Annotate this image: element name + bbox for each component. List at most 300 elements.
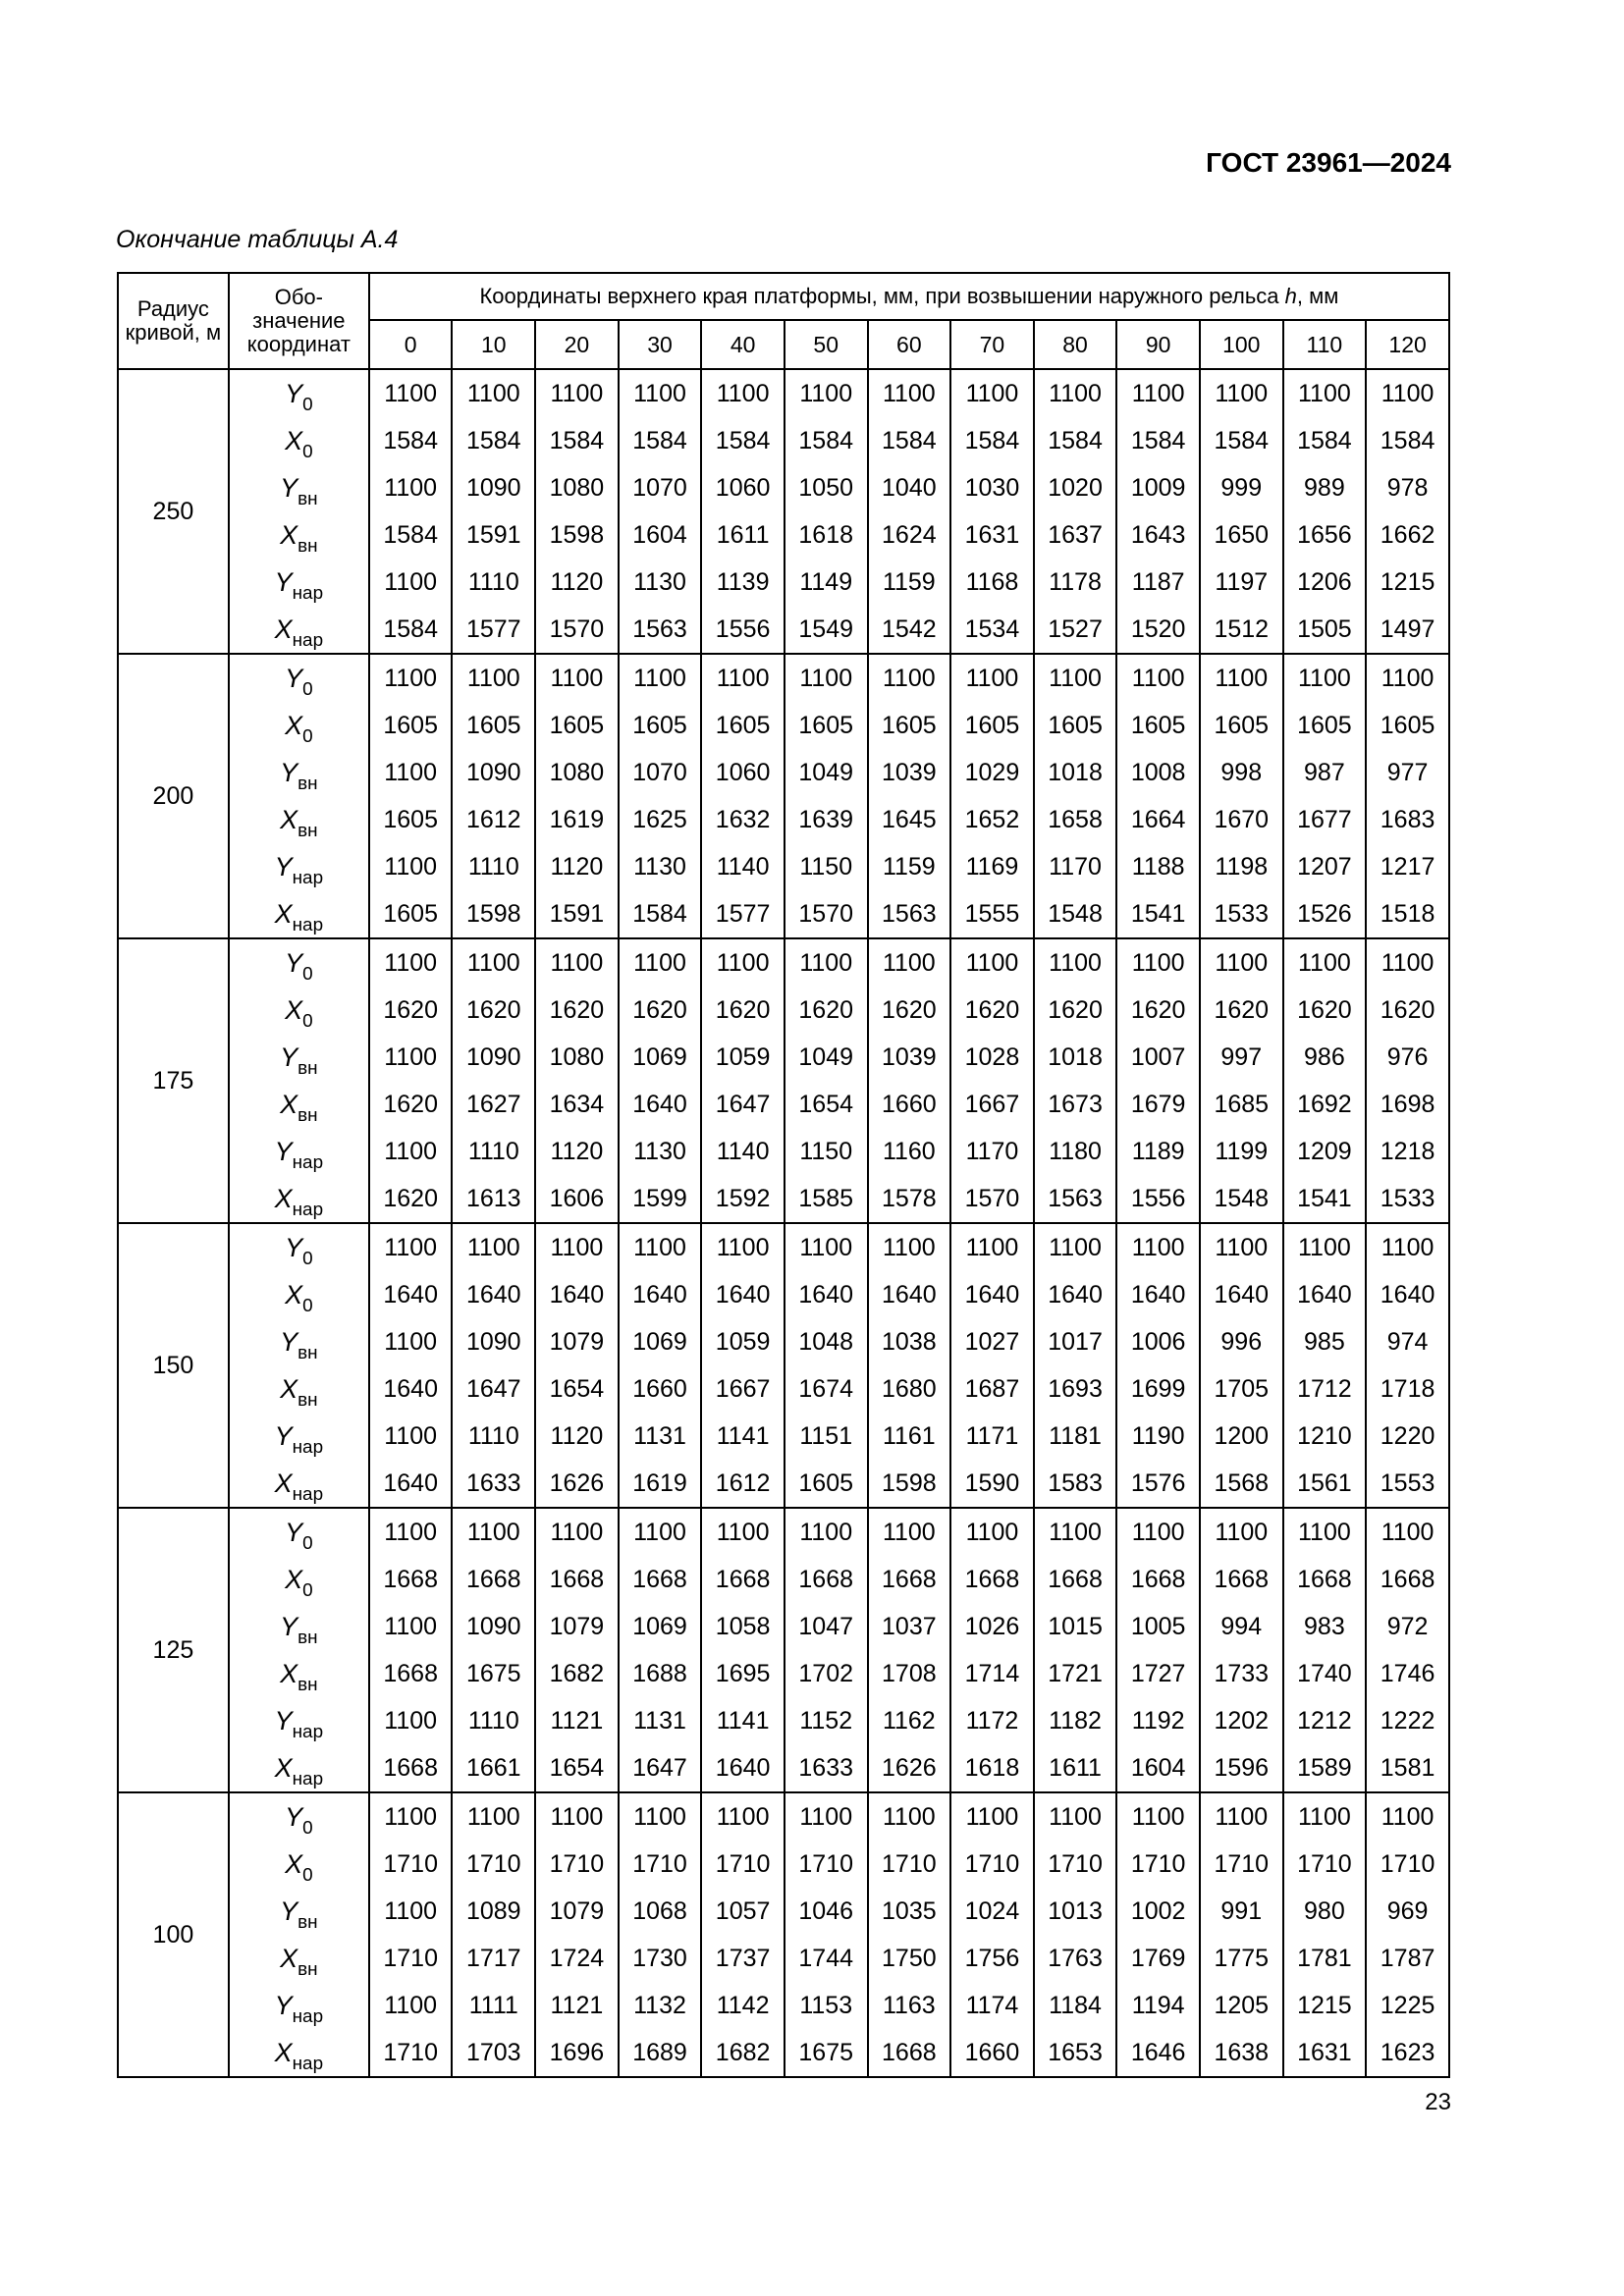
value-cell: 1652 (950, 796, 1034, 843)
value-cell: 1750 (868, 1935, 951, 1982)
value-cell: 1100 (369, 1888, 453, 1935)
value-cell: 1584 (619, 890, 702, 938)
value-cell: 1059 (701, 1034, 785, 1081)
value-cell: 1131 (619, 1697, 702, 1744)
value-cell: 1613 (452, 1175, 535, 1223)
value-cell: 1710 (369, 2029, 453, 2077)
value-cell: 1781 (1283, 1935, 1367, 1982)
value-cell: 1100 (701, 1508, 785, 1556)
value-cell: 1100 (1283, 654, 1367, 702)
value-cell: 1090 (452, 1318, 535, 1365)
value-cell: 1756 (950, 1935, 1034, 1982)
value-cell: 999 (1200, 464, 1283, 511)
value-cell: 1100 (369, 1603, 453, 1650)
value-cell: 1090 (452, 1034, 535, 1081)
value-cell: 1222 (1366, 1697, 1449, 1744)
symbol-base: Y (274, 1420, 293, 1451)
value-cell: 1673 (1034, 1081, 1117, 1128)
value-cell: 1605 (535, 702, 619, 749)
value-cell: 1100 (535, 938, 619, 987)
value-cell: 1668 (535, 1556, 619, 1603)
value-cell: 1654 (785, 1081, 868, 1128)
value-cell: 1667 (950, 1081, 1034, 1128)
value-cell: 1027 (950, 1318, 1034, 1365)
value-cell: 1584 (1366, 417, 1449, 464)
value-cell: 1039 (868, 749, 951, 796)
value-cell: 1100 (369, 938, 453, 987)
value-cell: 1120 (535, 843, 619, 890)
value-cell: 991 (1200, 1888, 1283, 1935)
value-cell: 1131 (619, 1413, 702, 1460)
value-cell: 1717 (452, 1935, 535, 1982)
value-cell: 1140 (701, 843, 785, 890)
symbol-base: X (285, 1564, 303, 1594)
value-cell: 1618 (950, 1744, 1034, 1792)
value-cell: 1049 (785, 749, 868, 796)
value-cell: 1668 (701, 1556, 785, 1603)
value-cell: 1692 (1283, 1081, 1367, 1128)
value-cell: 1710 (950, 1841, 1034, 1888)
value-cell: 1605 (1283, 702, 1367, 749)
value-cell: 1100 (535, 654, 619, 702)
value-cell: 1120 (535, 559, 619, 606)
elevation-header-80: 80 (1034, 320, 1117, 369)
elevation-header-120: 120 (1366, 320, 1449, 369)
value-cell: 1180 (1034, 1128, 1117, 1175)
value-cell: 1769 (1116, 1935, 1200, 1982)
value-cell: 1100 (535, 1223, 619, 1271)
value-cell: 1584 (1034, 417, 1117, 464)
table-row (118, 702, 1449, 749)
value-cell: 1548 (1200, 1175, 1283, 1223)
value-cell: 1604 (619, 511, 702, 559)
value-cell: 1591 (535, 890, 619, 938)
symbol-base: Y (280, 1326, 298, 1357)
value-cell: 1153 (785, 1982, 868, 2029)
symbol-base: X (274, 1468, 293, 1498)
value-cell: 1130 (619, 559, 702, 606)
value-cell: 1100 (1200, 654, 1283, 702)
value-cell: 1592 (701, 1175, 785, 1223)
symbol-cell (229, 1365, 369, 1413)
value-cell: 1584 (1283, 417, 1367, 464)
table-row (118, 511, 1449, 559)
value-cell: 1548 (1034, 890, 1117, 938)
value-cell: 1497 (1366, 606, 1449, 654)
symbol-cell (229, 1271, 369, 1318)
value-cell: 1695 (701, 1650, 785, 1697)
value-cell: 1069 (619, 1318, 702, 1365)
symbol-subscript: вн (298, 1342, 318, 1363)
table-row (118, 1935, 1449, 1982)
value-cell: 1182 (1034, 1697, 1117, 1744)
value-cell: 1194 (1116, 1982, 1200, 2029)
value-cell: 1100 (1366, 1508, 1449, 1556)
table-row (118, 796, 1449, 843)
symbol-base: Y (274, 1136, 293, 1166)
value-cell: 1100 (785, 1223, 868, 1271)
symbol-cell (229, 511, 369, 559)
value-cell: 1563 (1034, 1175, 1117, 1223)
elevation-header-40: 40 (701, 320, 785, 369)
value-cell: 1089 (452, 1888, 535, 1935)
value-cell: 1640 (1283, 1271, 1367, 1318)
symbol-base: X (274, 898, 293, 929)
value-cell: 1009 (1116, 464, 1200, 511)
value-cell: 1100 (701, 938, 785, 987)
value-cell: 1217 (1366, 843, 1449, 890)
value-cell: 1100 (701, 1792, 785, 1841)
symbol-cell (229, 2029, 369, 2077)
value-cell: 1568 (1200, 1460, 1283, 1508)
symbol-subscript: вн (298, 1674, 318, 1695)
value-cell: 1556 (701, 606, 785, 654)
symbol-subscript: нар (292, 867, 324, 888)
value-cell: 1693 (1034, 1365, 1117, 1413)
value-cell: 1046 (785, 1888, 868, 1935)
value-cell: 1668 (1034, 1556, 1117, 1603)
table-row (118, 1128, 1449, 1175)
value-cell: 1100 (1116, 938, 1200, 987)
symbol-base: Y (285, 378, 303, 408)
value-cell: 1100 (1200, 1792, 1283, 1841)
value-cell: 1563 (619, 606, 702, 654)
value-cell: 1685 (1200, 1081, 1283, 1128)
value-cell: 1057 (701, 1888, 785, 1935)
table-row (118, 1034, 1449, 1081)
value-cell: 1702 (785, 1650, 868, 1697)
value-cell: 1787 (1366, 1935, 1449, 1982)
value-cell: 1008 (1116, 749, 1200, 796)
value-cell: 1100 (369, 654, 453, 702)
value-cell: 1150 (785, 1128, 868, 1175)
value-cell: 1100 (535, 1508, 619, 1556)
symbol-subscript: вн (298, 535, 318, 557)
value-cell: 1100 (868, 1223, 951, 1271)
radius-cell: 100 (118, 1792, 229, 2077)
value-cell: 1121 (535, 1982, 619, 2029)
value-cell: 1015 (1034, 1603, 1117, 1650)
header-elevation-var: h (1284, 284, 1297, 308)
value-cell: 1570 (535, 606, 619, 654)
symbol-subscript: вн (298, 1057, 318, 1079)
elevation-header-90: 90 (1116, 320, 1200, 369)
value-cell: 1037 (868, 1603, 951, 1650)
value-cell: 1589 (1283, 1744, 1367, 1792)
value-cell: 1047 (785, 1603, 868, 1650)
value-cell: 1159 (868, 843, 951, 890)
value-cell: 1002 (1116, 1888, 1200, 1935)
value-cell: 1553 (1366, 1460, 1449, 1508)
value-cell: 1576 (1116, 1460, 1200, 1508)
value-cell: 1620 (950, 987, 1034, 1034)
value-cell: 1007 (1116, 1034, 1200, 1081)
symbol-subscript: нар (292, 1436, 324, 1458)
table-row (118, 654, 1449, 702)
value-cell: 1200 (1200, 1413, 1283, 1460)
value-cell: 1100 (369, 1697, 453, 1744)
table-row (118, 1982, 1449, 2029)
symbol-subscript: 0 (302, 1248, 313, 1269)
table-row (118, 1603, 1449, 1650)
value-cell: 1100 (950, 938, 1034, 987)
value-cell: 1668 (868, 1556, 951, 1603)
symbol-subscript: вн (298, 773, 318, 794)
value-cell: 1080 (535, 749, 619, 796)
value-cell: 1049 (785, 1034, 868, 1081)
value-cell: 1584 (950, 417, 1034, 464)
value-cell: 1542 (868, 606, 951, 654)
document-code: ГОСТ 23961—2024 (1206, 147, 1451, 178)
value-cell: 1210 (1283, 1413, 1367, 1460)
value-cell: 1620 (369, 1081, 453, 1128)
value-cell: 1100 (369, 1034, 453, 1081)
value-cell: 1583 (1034, 1460, 1117, 1508)
value-cell: 1598 (452, 890, 535, 938)
value-cell: 1111 (452, 1982, 535, 2029)
value-cell: 1100 (369, 1223, 453, 1271)
value-cell: 1668 (1116, 1556, 1200, 1603)
value-cell: 1710 (535, 1841, 619, 1888)
table-row (118, 1271, 1449, 1318)
symbol-subscript: нар (292, 1199, 324, 1220)
value-cell: 1605 (369, 796, 453, 843)
value-cell: 1070 (619, 464, 702, 511)
table-row (118, 1744, 1449, 1792)
symbol-cell (229, 796, 369, 843)
symbol-base: Y (285, 947, 303, 978)
value-cell: 1534 (950, 606, 1034, 654)
value-cell: 1187 (1116, 559, 1200, 606)
symbol-subscript: 0 (302, 1579, 313, 1601)
value-cell: 1577 (701, 890, 785, 938)
symbol-subscript: нар (292, 582, 324, 604)
value-cell: 1647 (452, 1365, 535, 1413)
value-cell: 977 (1366, 749, 1449, 796)
symbol-base: X (280, 519, 298, 550)
value-cell: 1620 (619, 987, 702, 1034)
value-cell: 1668 (369, 1744, 453, 1792)
value-cell: 1584 (452, 417, 535, 464)
value-cell: 1039 (868, 1034, 951, 1081)
symbol-base: Y (280, 757, 298, 787)
value-cell: 1024 (950, 1888, 1034, 1935)
value-cell: 1100 (1116, 654, 1200, 702)
value-cell: 1026 (950, 1603, 1034, 1650)
value-cell: 1724 (535, 1935, 619, 1982)
elevation-header-50: 50 (785, 320, 868, 369)
value-cell: 1170 (1034, 843, 1117, 890)
value-cell: 1727 (1116, 1650, 1200, 1697)
value-cell: 1100 (369, 1413, 453, 1460)
value-cell: 1596 (1200, 1744, 1283, 1792)
value-cell: 1028 (950, 1034, 1034, 1081)
value-cell: 1631 (1283, 2029, 1367, 2077)
table-row (118, 417, 1449, 464)
value-cell: 1150 (785, 843, 868, 890)
value-cell: 1161 (868, 1413, 951, 1460)
value-cell: 1199 (1200, 1128, 1283, 1175)
value-cell: 1190 (1116, 1413, 1200, 1460)
value-cell: 1584 (1200, 417, 1283, 464)
value-cell: 1202 (1200, 1697, 1283, 1744)
value-cell: 1160 (868, 1128, 951, 1175)
value-cell: 996 (1200, 1318, 1283, 1365)
value-cell: 1660 (950, 2029, 1034, 2077)
value-cell: 1605 (1116, 702, 1200, 749)
value-cell: 1605 (701, 702, 785, 749)
value-cell: 1604 (1116, 1744, 1200, 1792)
symbol-cell (229, 369, 369, 417)
value-cell: 1100 (868, 654, 951, 702)
value-cell: 1035 (868, 1888, 951, 1935)
value-cell: 1159 (868, 559, 951, 606)
value-cell: 1611 (701, 511, 785, 559)
value-cell: 1605 (868, 702, 951, 749)
value-cell: 1598 (535, 511, 619, 559)
value-cell: 1624 (868, 511, 951, 559)
value-cell: 1647 (619, 1744, 702, 1792)
value-cell: 1689 (619, 2029, 702, 2077)
symbol-base: X (285, 710, 303, 740)
value-cell: 1100 (1034, 654, 1117, 702)
symbol-cell (229, 843, 369, 890)
value-cell: 1620 (452, 987, 535, 1034)
value-cell: 1620 (1200, 987, 1283, 1034)
value-cell: 1171 (950, 1413, 1034, 1460)
symbol-cell (229, 1223, 369, 1271)
page-number: 23 (1425, 2089, 1451, 2115)
value-cell: 1520 (1116, 606, 1200, 654)
value-cell: 1584 (369, 417, 453, 464)
symbol-base: Y (280, 1611, 298, 1641)
value-cell: 1584 (369, 606, 453, 654)
value-cell: 1181 (1034, 1413, 1117, 1460)
value-cell: 1100 (369, 559, 453, 606)
value-cell: 1710 (619, 1841, 702, 1888)
value-cell: 1184 (1034, 1982, 1117, 2029)
value-cell: 1100 (1200, 1223, 1283, 1271)
symbol-cell (229, 890, 369, 938)
value-cell: 1714 (950, 1650, 1034, 1697)
value-cell: 1220 (1366, 1413, 1449, 1460)
table-row (118, 1888, 1449, 1935)
symbol-cell (229, 938, 369, 987)
value-cell: 1682 (535, 1650, 619, 1697)
symbol-cell (229, 1792, 369, 1841)
header-coordinates (369, 273, 1449, 320)
value-cell: 1100 (452, 938, 535, 987)
symbol-cell (229, 987, 369, 1034)
symbol-cell (229, 654, 369, 702)
value-cell: 1639 (785, 796, 868, 843)
coordinates-table (117, 272, 1450, 2078)
value-cell: 1110 (452, 1128, 535, 1175)
value-cell: 1100 (701, 654, 785, 702)
value-cell: 1030 (950, 464, 1034, 511)
value-cell: 1100 (785, 938, 868, 987)
value-cell: 1581 (1366, 1744, 1449, 1792)
header-symbol (229, 273, 369, 369)
value-cell: 1746 (1366, 1650, 1449, 1697)
value-cell: 1640 (701, 1271, 785, 1318)
symbol-base: Y (285, 1232, 303, 1262)
value-cell: 1100 (452, 1508, 535, 1556)
value-cell: 1178 (1034, 559, 1117, 606)
value-cell: 1527 (1034, 606, 1117, 654)
value-cell: 1640 (1366, 1271, 1449, 1318)
value-cell: 1518 (1366, 890, 1449, 938)
value-cell: 997 (1200, 1034, 1283, 1081)
value-cell: 1100 (1116, 369, 1200, 417)
value-cell: 1620 (868, 987, 951, 1034)
symbol-base: Y (274, 851, 293, 881)
elevation-header-60: 60 (868, 320, 951, 369)
symbol-cell (229, 1081, 369, 1128)
value-cell: 1100 (619, 654, 702, 702)
symbol-base: X (285, 425, 303, 455)
value-cell: 1100 (452, 369, 535, 417)
value-cell: 1100 (1283, 1792, 1367, 1841)
value-cell: 1013 (1034, 1888, 1117, 1935)
value-cell: 1556 (1116, 1175, 1200, 1223)
value-cell: 1040 (868, 464, 951, 511)
value-cell: 1100 (1200, 938, 1283, 987)
table-row (118, 749, 1449, 796)
symbol-subscript: вн (298, 488, 318, 509)
value-cell: 1578 (868, 1175, 951, 1223)
value-cell: 1100 (868, 369, 951, 417)
value-cell: 1585 (785, 1175, 868, 1223)
symbol-cell (229, 1982, 369, 2029)
value-cell: 1100 (701, 369, 785, 417)
elevation-header-30: 30 (619, 320, 702, 369)
symbol-cell (229, 1888, 369, 1935)
value-cell: 1100 (1034, 1223, 1117, 1271)
value-cell: 1668 (369, 1650, 453, 1697)
value-cell: 1584 (1116, 417, 1200, 464)
value-cell: 1620 (1283, 987, 1367, 1034)
symbol-cell (229, 1508, 369, 1556)
value-cell: 1668 (619, 1556, 702, 1603)
value-cell: 1100 (1283, 1223, 1367, 1271)
symbol-base: X (285, 1279, 303, 1309)
symbol-cell (229, 1650, 369, 1697)
value-cell: 1079 (535, 1888, 619, 1935)
value-cell: 1640 (1034, 1271, 1117, 1318)
value-cell: 1100 (619, 938, 702, 987)
value-cell: 1100 (1034, 1792, 1117, 1841)
value-cell: 1710 (1034, 1841, 1117, 1888)
value-cell: 1070 (619, 749, 702, 796)
value-cell: 1733 (1200, 1650, 1283, 1697)
value-cell: 1100 (1034, 369, 1117, 417)
value-cell: 1599 (619, 1175, 702, 1223)
value-cell: 1637 (1034, 511, 1117, 559)
value-cell: 1110 (452, 1413, 535, 1460)
value-cell: 1605 (1034, 702, 1117, 749)
value-cell: 1744 (785, 1935, 868, 1982)
symbol-subscript: 0 (302, 1864, 313, 1886)
symbol-subscript: вн (298, 1104, 318, 1126)
value-cell: 1149 (785, 559, 868, 606)
symbol-cell (229, 702, 369, 749)
table-row (118, 1365, 1449, 1413)
value-cell: 1640 (369, 1460, 453, 1508)
value-cell: 1006 (1116, 1318, 1200, 1365)
value-cell: 1555 (950, 890, 1034, 938)
symbol-cell (229, 417, 369, 464)
